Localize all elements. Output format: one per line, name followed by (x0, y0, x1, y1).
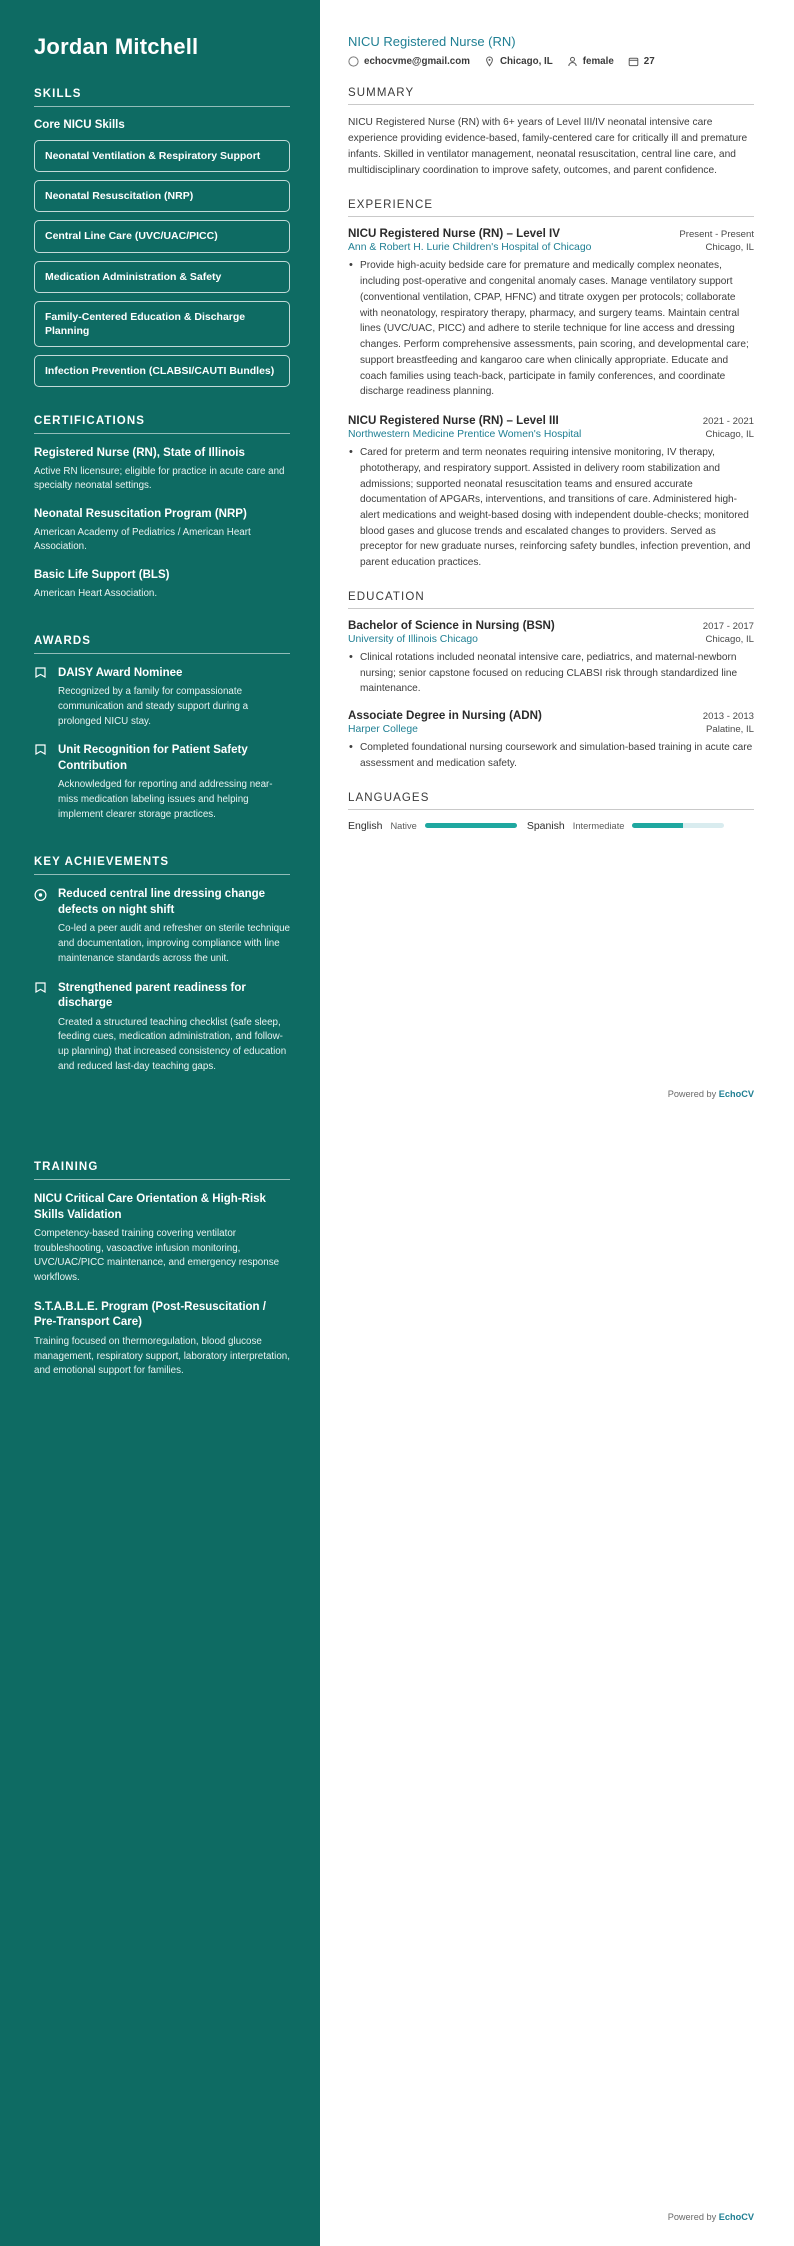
bullet: • Provide high-acuity bedside care for premature and medically complex neonates, including post-operative and congenital anomaly cases. Manage ventilatory support (conventional ventilation, CPAP, HFNC) and titrate oxygen per protocols; collaborate with neonatology, respiratory therapy, pharmacy, and surgery teams. Maintain central lines (UVC/UAC, PICC) and adhere to sterile technique for line access and dressing changes. Perform comprehensive assessments, pain scoring, and developmental care; support breastfeeding and kangaroo care when clinically appropriate. Educate and coach families using teach-back, participate in family conferences, and coordinate discharge readiness planning. (348, 258, 754, 400)
training-section-title: TRAINING (34, 1161, 99, 1173)
main-column (320, 0, 794, 1123)
training-item (34, 1300, 290, 1379)
key-achievements-section (34, 856, 290, 1074)
divider (348, 608, 754, 609)
certification-title: Neonatal Resuscitation Program (NRP) (34, 508, 247, 521)
divider (348, 216, 754, 217)
education-item (348, 619, 754, 697)
award-desc: Acknowledged for reporting and addressing near-miss medication labeling issues and helping implement clearer storage practices. (58, 779, 273, 820)
languages-section (348, 792, 754, 832)
powered-by-footer (668, 1089, 754, 1099)
education-section (348, 591, 754, 772)
experience-item (348, 227, 754, 400)
contact-age (628, 56, 655, 67)
training-desc: Training focused on thermoregulation, blood glucose management, respiratory support, laboratory interpretation, and emotional support for families. (34, 1335, 290, 1377)
sidebar (0, 0, 320, 1123)
divider (34, 433, 290, 434)
awards-section (34, 635, 290, 823)
key-achievements-section-title: KEY ACHIEVEMENTS (34, 856, 170, 869)
contact-location (484, 56, 553, 67)
certification-title: Basic Life Support (BLS) (34, 569, 170, 582)
main-column-page-2 (320, 1123, 794, 2246)
experience-dates: Present - Present (679, 229, 754, 241)
location-pin-icon (484, 56, 495, 67)
languages-section-title: LANGUAGES (348, 791, 430, 804)
skill-chip: Neonatal Resuscitation (NRP) (34, 180, 290, 212)
award-desc: Recognized by a family for compassionate communication and steady support during a prolonged NICU stay. (58, 686, 249, 727)
experience-organization: Ann & Robert H. Lurie Children's Hospital of Chicago (348, 242, 592, 254)
training-desc: Competency-based training covering ventilator troubleshooting, vasoactive infusion monitoring, UVC/UAC/PICC maintenance, and emergency response workflows. (34, 1228, 280, 1284)
experience-organization: Northwestern Medicine Prentice Women's Hospital (348, 429, 582, 441)
experience-section-title: EXPERIENCE (348, 199, 434, 212)
language-name: Spanish (526, 819, 565, 832)
divider (348, 809, 754, 810)
skill-chip: Infection Prevention (CLABSI/CAUTI Bundles) (34, 355, 290, 387)
ribbon-icon (34, 666, 49, 730)
experience-dates: 2021 - 2021 (702, 416, 754, 428)
experience-bullets (348, 258, 754, 400)
skill-chip: Family-Centered Education & Discharge Planning (34, 301, 290, 347)
education-location: Palatine, IL (705, 724, 754, 736)
experience-bullets (348, 445, 754, 571)
certification-desc: American Academy of Pediatrics / American Heart Association. (34, 526, 251, 552)
bullet: • Clinical rotations included neonatal intensive care, pediatrics, and maternal-newborn nursing; senior capstone focused on reducing CLABSI risk through standardized line maintenance. (348, 650, 754, 697)
training-item (34, 1192, 290, 1286)
target-icon (34, 887, 49, 966)
resume-page-2 (0, 1123, 794, 2246)
certifications-section (34, 415, 290, 601)
language-item (348, 820, 517, 832)
experience-role: NICU Registered Nurse (RN) – Level IV (348, 227, 560, 241)
calendar-icon (628, 56, 639, 67)
person-icon (567, 56, 578, 67)
powered-prefix: Powered by (667, 2212, 719, 2222)
education-organization: Harper College (348, 724, 418, 736)
language-level: Native (390, 820, 417, 831)
summary-text: NICU Registered Nurse (RN) with 6+ years of Level III/IV neonatal intensive care experience providing evidence-based, family-centered care for critically ill and premature infants. Skilled in ventilator management, neonatal resuscitation, central line care, and multidisciplinary coordination to improve safety, outcomes, and parent confidence. (348, 117, 748, 177)
certification-desc: Active RN licensure; eligible for practice in acute care and specialty neonatal settings. (34, 465, 285, 491)
education-dates: 2017 - 2017 (702, 620, 754, 632)
divider (34, 874, 290, 875)
training-title: NICU Critical Care Orientation & High-Risk Skills Validation (34, 1193, 266, 1221)
training-title: S.T.A.B.L.E. Program (Post-Resuscitation / Pre-Transport Care) (34, 1300, 266, 1329)
languages-row (348, 820, 754, 832)
skills-section (34, 88, 290, 387)
award-title: DAISY Award Nominee (58, 666, 183, 679)
language-item (527, 820, 725, 832)
skill-chip: Central Line Care (UVC/UAC/PICC) (34, 220, 290, 252)
contact-row (348, 56, 754, 67)
education-organization: University of Illinois Chicago (348, 633, 478, 645)
sidebar-page-2 (0, 1123, 320, 2246)
skill-chip: Neonatal Ventilation & Respiratory Support (34, 140, 290, 172)
training-section (34, 1161, 290, 1379)
contact-location-text: Chicago, IL (499, 56, 553, 67)
education-degree: Bachelor of Science in Nursing (BSN) (348, 618, 555, 632)
divider (34, 653, 290, 654)
bullet: • Completed foundational nursing coursework and simulation-based training in acute care assessment and medication safety. (348, 740, 754, 771)
certification-desc: American Heart Association. (34, 587, 158, 599)
candidate-name: Jordan Mitchell (34, 34, 199, 59)
language-level: Intermediate (572, 820, 625, 831)
language-proficiency-bar (632, 823, 724, 828)
education-bullets (348, 650, 754, 697)
achievement-item (34, 981, 290, 1075)
summary-section (348, 87, 754, 179)
education-dates: 2013 - 2013 (702, 711, 754, 723)
skills-group-label: Core NICU Skills (34, 119, 125, 131)
certification-item (34, 568, 290, 601)
experience-role: NICU Registered Nurse (RN) – Level III (348, 414, 559, 428)
award-title: Unit Recognition for Patient Safety Contribution (58, 744, 248, 772)
achievement-desc: Co-led a peer audit and refresher on sterile technique and documentation, improving compliance with line maintenance standards across the unit. (58, 923, 291, 964)
divider (34, 1179, 290, 1180)
education-section-title: EDUCATION (348, 590, 425, 603)
powered-by-footer (668, 2212, 754, 2222)
education-item (348, 709, 754, 771)
contact-gender-text: female (582, 56, 614, 67)
experience-section (348, 199, 754, 570)
award-item (34, 666, 290, 730)
certification-item (34, 507, 290, 554)
certification-item (34, 446, 290, 493)
powered-brand: EchoCV (718, 2212, 754, 2222)
skills-section-title: SKILLS (34, 88, 82, 100)
contact-email-text: echocvme@gmail.com (364, 56, 470, 67)
achievement-title: Reduced central line dressing change defects on night shift (58, 888, 266, 916)
experience-item (348, 414, 754, 571)
mail-icon (348, 56, 359, 67)
achievement-title: Strengthened parent readiness for discharge (58, 981, 246, 1010)
achievement-desc: Created a structured teaching checklist (safe sleep, feeding cues, medication administration, and follow-up planning) that increased consistency of education and reduced last-day teaching gaps. (58, 1016, 287, 1072)
certifications-section-title: CERTIFICATIONS (34, 415, 146, 428)
powered-prefix: Powered by (667, 1089, 719, 1099)
education-location: Chicago, IL (705, 633, 754, 645)
powered-brand: EchoCV (718, 1089, 754, 1099)
headline: NICU Registered Nurse (RN) (348, 34, 516, 49)
summary-section-title: SUMMARY (348, 87, 415, 99)
contact-gender (567, 56, 614, 67)
award-item (34, 743, 290, 822)
education-degree: Associate Degree in Nursing (ADN) (348, 709, 542, 723)
experience-location: Chicago, IL (705, 242, 754, 254)
ribbon-icon (34, 743, 49, 822)
certification-title: Registered Nurse (RN), State of Illinois (34, 447, 245, 460)
bullet: • Cared for preterm and term neonates requiring intensive monitoring, IV therapy, phototherapy, and respiratory support. Assisted in delivery room stabilization and admissions; supported neonatal resuscitation teams and ensured accurate documentation of APGARs, interventions, and transitions of care. Administered high-alert medications and weight-based dosing with independent double-checks; monitored blood gases and glucose trends and escalated changes to providers. Served as preceptor for new graduate nurses, reinforcing safety bundles, infection prevention, and parent education practices. (348, 445, 754, 571)
contact-email[interactable] (348, 56, 470, 67)
skill-chip: Medication Administration & Safety (34, 261, 290, 293)
experience-location: Chicago, IL (705, 429, 754, 441)
awards-section-title: AWARDS (34, 634, 92, 647)
contact-age-text: 27 (643, 56, 655, 67)
ribbon-icon (34, 981, 49, 1075)
divider (348, 104, 754, 105)
language-name: English (348, 819, 383, 832)
language-proficiency-bar (425, 823, 517, 828)
divider (34, 106, 290, 107)
education-bullets (348, 740, 754, 771)
achievement-item (34, 887, 290, 966)
